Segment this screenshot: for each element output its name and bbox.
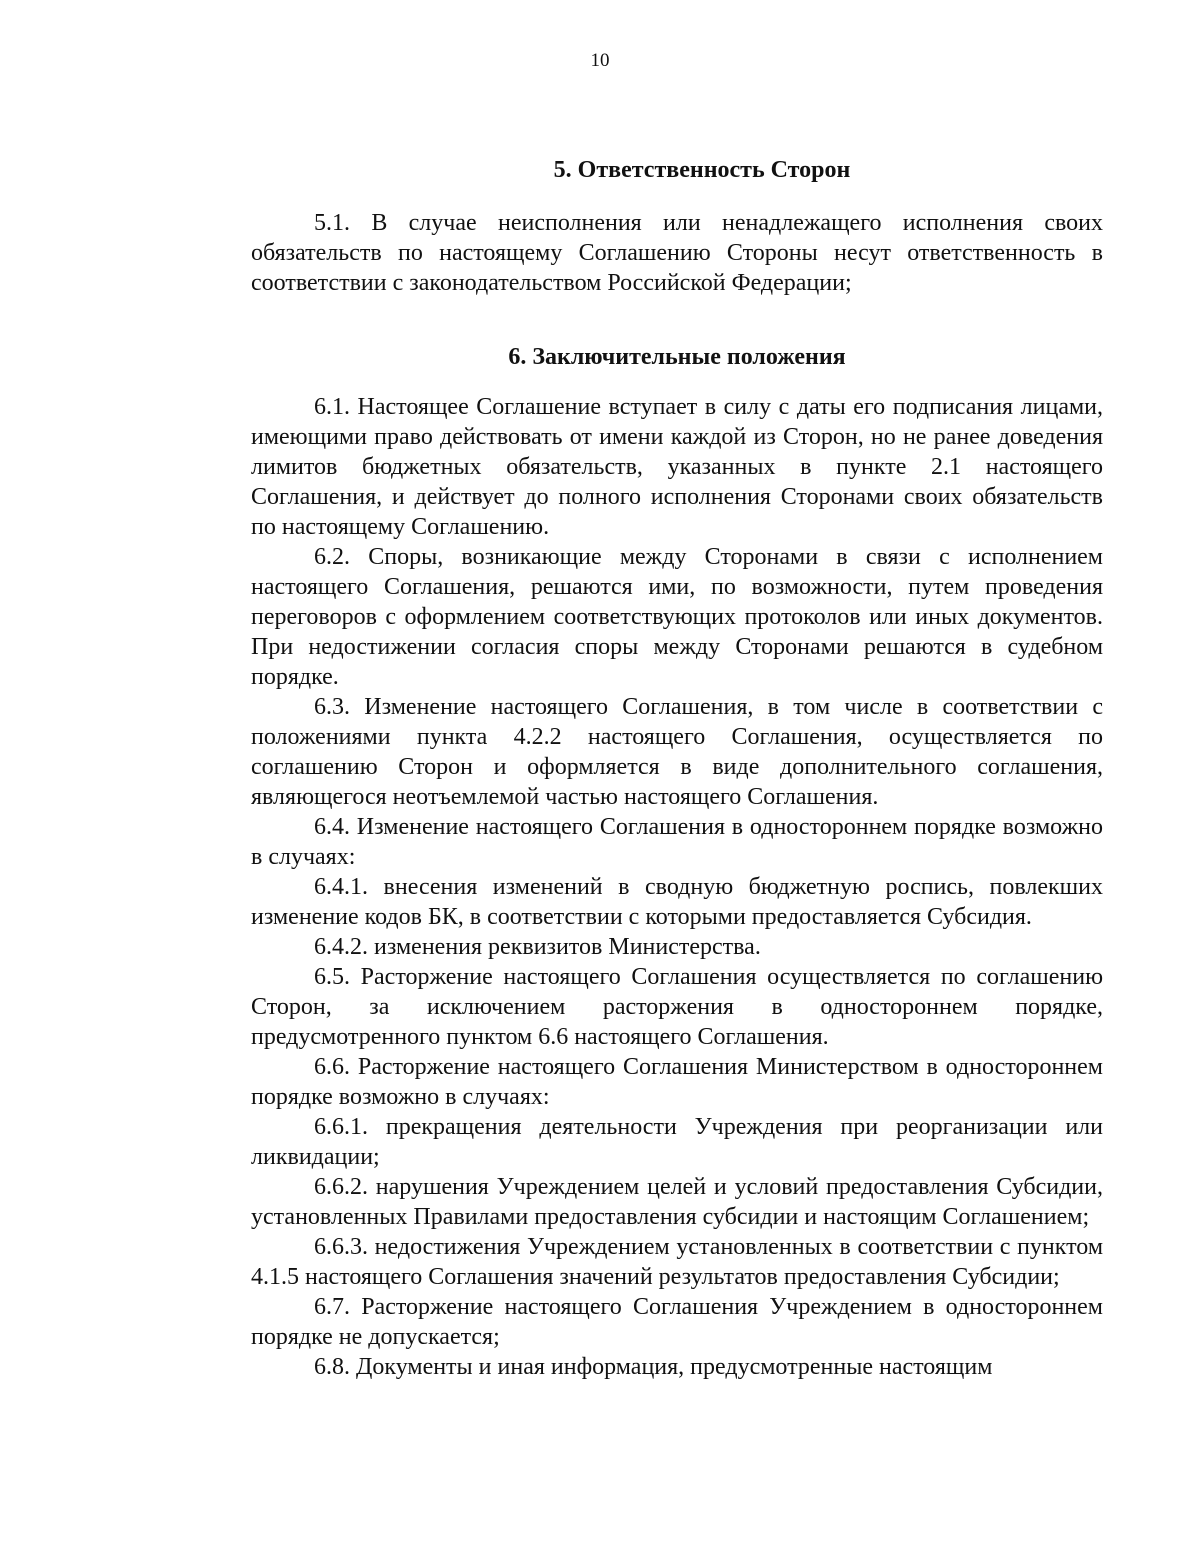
paragraph-6-4: 6.4. Изменение настоящего Соглашения в одностороннем порядке возможно в случаях: [251, 814, 1103, 870]
paragraph-6-4-1: 6.4.1. внесения изменений в сводную бюджетную роспись, повлекших изменение кодов БК, в соответствии с которыми предоставляется Субсидия. [251, 874, 1103, 930]
section-5-heading: 5. Ответственность Сторон [553, 157, 851, 183]
paragraph-6-4-2: 6.4.2. изменения реквизитов Министерства. [314, 934, 761, 960]
paragraph-6-6: 6.6. Расторжение настоящего Соглашения Министерством в одностороннем порядке возможно в случаях: [251, 1054, 1103, 1110]
document-body [251, 155, 1103, 1382]
paragraph-6-6-3: 6.6.3. недостижения Учреждением установленных в соответствии с пунктом 4.1.5 настоящего Соглашения значений результатов предоставления Субсидии; [251, 1234, 1103, 1290]
paragraph-6-6-2: 6.6.2. нарушения Учреждением целей и условий предоставления Субсидии, установленных Правилами предоставления субсидии и настоящим Соглашением; [251, 1174, 1103, 1230]
paragraph-6-7: 6.7. Расторжение настоящего Соглашения Учреждением в одностороннем порядке не допускается; [251, 1294, 1103, 1350]
section-6-heading: 6. Заключительные положения [508, 344, 846, 370]
paragraph-6-1: 6.1. Настоящее Соглашение вступает в силу с даты его подписания лицами, имеющими право действовать от имени каждой из Сторон, но не ранее доведения лимитов бюджетных обязательств, указанных в пункте 2.1 настоящего Соглашения, и действует до полного исполнения Сторонами своих обязательств по настоящему Соглашению. [251, 394, 1103, 540]
paragraph-6-8: 6.8. Документы и иная информация, предусмотренные настоящим [314, 1354, 993, 1380]
paragraph-5-1: 5.1. В случае неисполнения или ненадлежащего исполнения своих обязательств по настоящему Соглашению Стороны несут ответственность в соответствии с законодательством Российской Федерации; [251, 210, 1103, 296]
paragraph-6-2: 6.2. Споры, возникающие между Сторонами в связи с исполнением настоящего Соглашения, решаются ими, по возможности, путем проведения переговоров с оформлением соответствующих протоколов или иных документов. При недостижении согласия споры между Сторонами решаются в судебном порядке. [251, 544, 1103, 690]
paragraph-6-3: 6.3. Изменение настоящего Соглашения, в том числе в соответствии с положениями пункта 4.2.2 настоящего Соглашения, осуществляется по соглашению Сторон и оформляется в виде дополнительного соглашения, являющегося неотъемлемой частью настоящего Соглашения. [251, 694, 1103, 810]
paragraph-6-6-1: 6.6.1. прекращения деятельности Учреждения при реорганизации или ликвидации; [251, 1114, 1103, 1170]
page-number: 10 [590, 50, 610, 71]
paragraph-6-5: 6.5. Расторжение настоящего Соглашения осуществляется по соглашению Сторон, за исключением расторжения в одностороннем порядке, предусмотренного пунктом 6.6 настоящего Соглашения. [251, 964, 1103, 1050]
